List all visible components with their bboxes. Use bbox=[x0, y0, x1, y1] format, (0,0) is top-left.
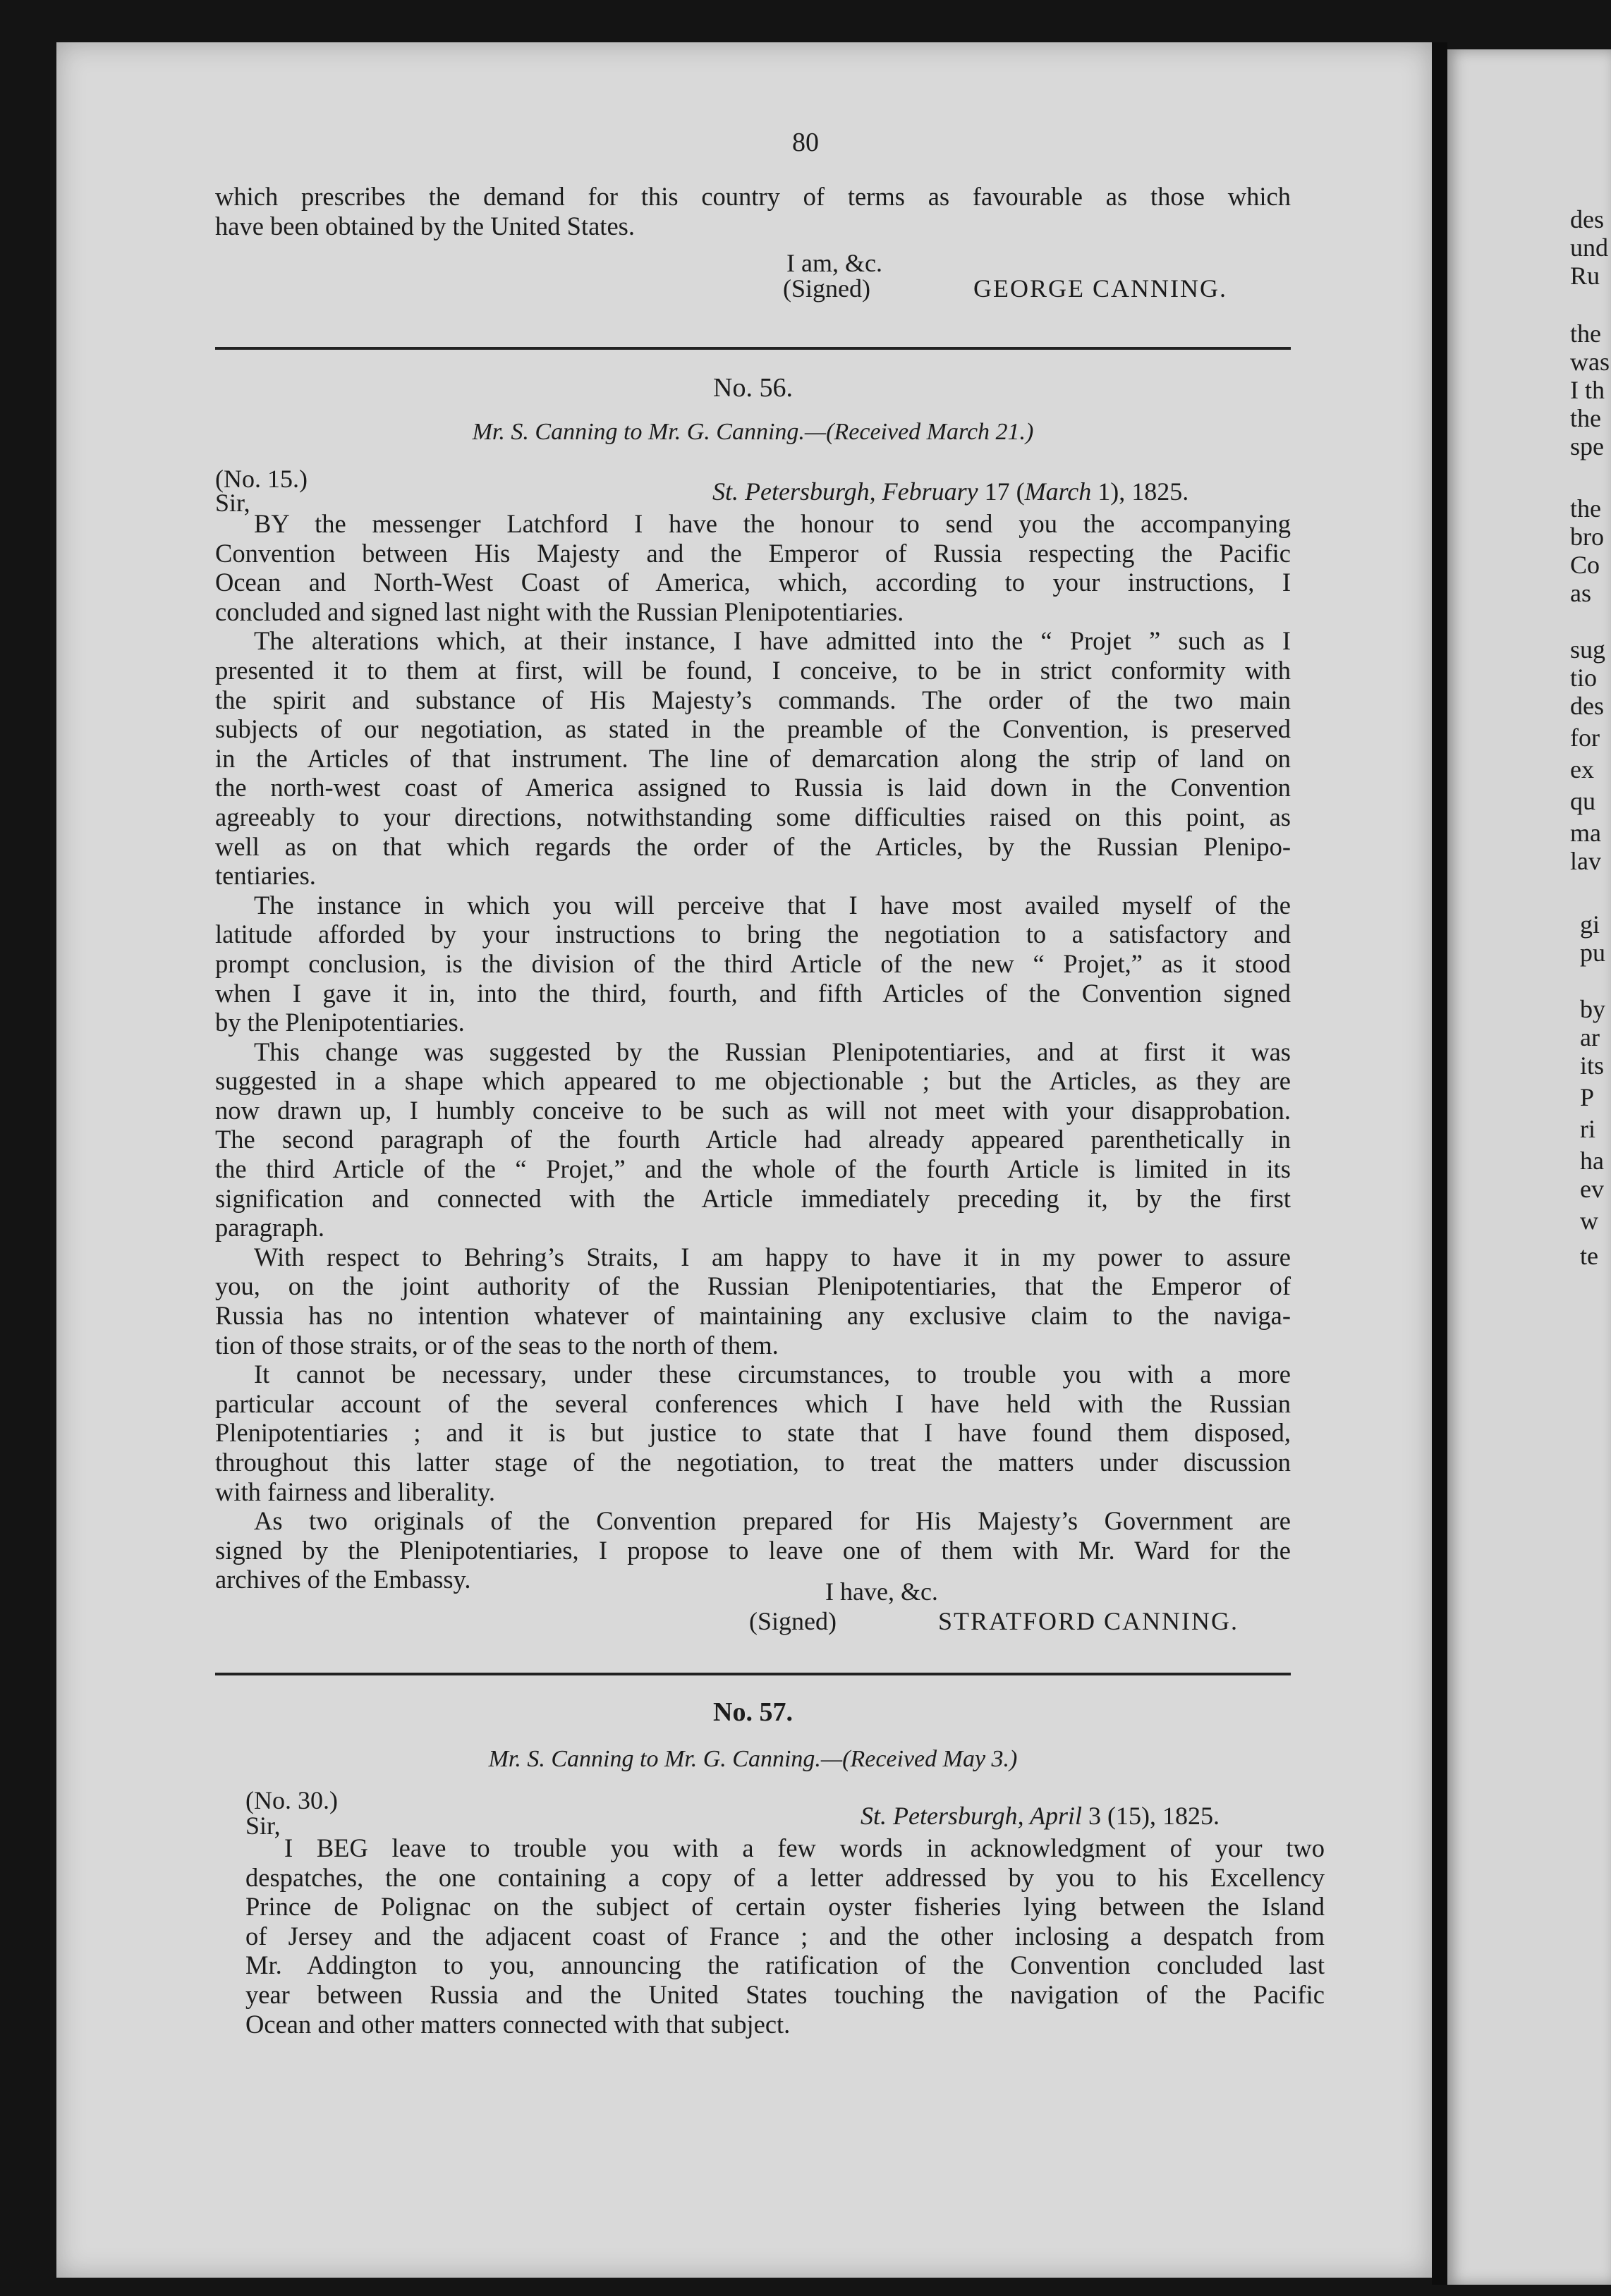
text-line: Convention between His Majesty and the Emperor of Russia respecting the Pacific bbox=[215, 538, 1291, 568]
fragment-text: lav bbox=[1570, 847, 1601, 875]
text-line: prompt conclusion, is the division of the third Article of the new “ Projet,” as it stood bbox=[215, 948, 1291, 978]
fragment-text: und bbox=[1570, 233, 1608, 262]
text-line: latitude afforded by your instructions to bring the negotiation to a satisfactory and bbox=[215, 920, 1291, 949]
text-line: when I gave it in, into the third, fourth, and fifth Articles of the Convention signed bbox=[215, 978, 1291, 1008]
fragment-text: pu bbox=[1580, 939, 1605, 967]
fragment-text: for bbox=[1570, 723, 1600, 752]
text-line: despatches, the one containing a copy of a letter addressed by you to his Excellency bbox=[245, 1862, 1325, 1892]
text-line: the spirit and substance of His Majesty’s commands. The order of the two main bbox=[215, 685, 1291, 714]
signed-label: (Signed) bbox=[749, 1607, 837, 1635]
text-line: by the Plenipotentiaries. bbox=[215, 1008, 465, 1037]
section-rule bbox=[215, 1673, 1291, 1675]
date-place: St. Petersburgh, April bbox=[861, 1802, 1082, 1830]
text-line: paragraph. bbox=[215, 1213, 325, 1242]
text-line: of Jersey and the adjacent coast of France ; and the other inclosing a despatch from bbox=[245, 1921, 1325, 1950]
text-line: It cannot be necessary, under these circumstances, to trouble you with a more bbox=[254, 1360, 1291, 1389]
fragment-text: ri bbox=[1580, 1115, 1595, 1143]
text-line: This change was suggested by the Russian Plenipotentiaries, and at first it was bbox=[254, 1037, 1291, 1066]
fragment-text: I th bbox=[1570, 376, 1605, 404]
letter-header-received: (Received May 3.) bbox=[842, 1746, 1018, 1772]
fragment-text: P bbox=[1580, 1083, 1595, 1111]
text-line: suggested in a shape which appeared to me objectionable ; but the Articles, as they are bbox=[215, 1066, 1291, 1096]
fragment-text: des bbox=[1570, 692, 1604, 720]
fragment-text: by bbox=[1580, 995, 1605, 1023]
closing: I have, &c. bbox=[825, 1577, 938, 1606]
date-month: March bbox=[1024, 477, 1092, 506]
text-line: the north-west coast of America assigned to Russia is laid down in the Convention bbox=[215, 773, 1291, 802]
letter-header-received: (Received March 21.) bbox=[826, 419, 1034, 445]
text-line: signed by the Plenipotentiaries, I propose to leave one of them with Mr. Ward for the bbox=[215, 1535, 1291, 1565]
text-line: which prescribes the demand for this country of terms as favourable as those which bbox=[215, 182, 1291, 211]
fragment-text: ev bbox=[1580, 1175, 1604, 1203]
fragment-text: as bbox=[1570, 579, 1591, 607]
signatory: GEORGE CANNING. bbox=[973, 274, 1227, 303]
text-line: Russia has no intention whatever of maintaining any exclusive claim to the naviga- bbox=[215, 1301, 1291, 1331]
date-day: 17 ( bbox=[978, 477, 1025, 506]
text-line: throughout this latter stage of the negotiation, to treat the matters under discussion bbox=[215, 1448, 1291, 1477]
text-line: subjects of our negotiation, as stated in the preamble of the Convention, is preserved bbox=[215, 714, 1291, 744]
text-line: The alterations which, at their instance, I have admitted into the “ Projet ” such as I bbox=[254, 626, 1291, 656]
date-year: 1), 1825. bbox=[1091, 477, 1189, 506]
text-line: you, on the joint authority of the Russian Plenipotentiaries, that the Emperor of bbox=[215, 1271, 1291, 1301]
fragment-text: Co bbox=[1570, 551, 1600, 579]
text-line: agreeably to your directions, notwithstanding some difficulties raised on this point, as bbox=[215, 802, 1291, 831]
fragment-text: gi bbox=[1580, 910, 1600, 939]
fragment-text: bro bbox=[1570, 523, 1604, 551]
letter-header-names: Mr. S. Canning to Mr. G. Canning.— bbox=[472, 419, 827, 445]
text-line: Plenipotentiaries ; and it is but justice to state that I have found them disposed, bbox=[215, 1418, 1291, 1448]
letter-56-body bbox=[215, 509, 1291, 1594]
text-line: the third Article of the “ Projet,” and the whole of the fourth Article is limited in its bbox=[215, 1154, 1291, 1184]
date-line bbox=[712, 477, 1189, 506]
text-line: signification and connected with the Article immediately preceding it, by the first bbox=[215, 1183, 1291, 1213]
fragment-text: the bbox=[1570, 404, 1601, 432]
letter-header-names: Mr. S. Canning to Mr. G. Canning.— bbox=[488, 1746, 843, 1772]
fragment-text: ma bbox=[1570, 819, 1601, 847]
letter-number: No. 57. bbox=[713, 1697, 793, 1727]
despatch-reference: (No. 15.) bbox=[215, 465, 308, 493]
letter-number: No. 56. bbox=[713, 373, 793, 403]
fragment-text: te bbox=[1580, 1242, 1598, 1270]
text-line: Ocean and other matters connected with that subject. bbox=[245, 2009, 791, 2039]
text-line: year between Russia and the United States touching the navigation of the Pacific bbox=[245, 1979, 1325, 2009]
text-line: concluded and signed last night with the Russian Plenipotentiaries. bbox=[215, 597, 904, 626]
date-year: 3 (15), 1825. bbox=[1082, 1802, 1220, 1830]
text-line: With respect to Behring’s Straits, I am happy to have it in my power to assure bbox=[254, 1242, 1291, 1271]
date-line bbox=[861, 1801, 1220, 1831]
despatch-reference: (No. 30.) bbox=[245, 1786, 338, 1814]
signed-label: (Signed) bbox=[783, 274, 870, 303]
text-line: have been obtained by the United States. bbox=[215, 211, 635, 240]
continuation-text bbox=[215, 182, 1291, 240]
fragment-text: spe bbox=[1570, 432, 1604, 460]
salutation: Sir, bbox=[215, 489, 250, 517]
text-line: Prince de Polignac on the subject of certain oyster fisheries lying between the Island bbox=[245, 1892, 1325, 1922]
fragment-text: ex bbox=[1570, 755, 1594, 783]
fragment-text: was bbox=[1570, 348, 1610, 376]
text-line: tentiaries. bbox=[215, 861, 316, 891]
text-line: BY the messenger Latchford I have the honour to send you the accompanying bbox=[254, 509, 1291, 538]
text-line: archives of the Embassy. bbox=[215, 1565, 471, 1594]
date-place: St. Petersburgh, February bbox=[712, 477, 978, 506]
closing: I am, &c. bbox=[786, 249, 882, 277]
signatory: STRATFORD CANNING. bbox=[938, 1607, 1239, 1635]
text-line: The instance in which you will perceive that I have most availed myself of the bbox=[254, 890, 1291, 920]
text-line: in the Articles of that instrument. The line of demarcation along the strip of land on bbox=[215, 743, 1291, 773]
text-line: tion of those straits, or of the seas to the north of them. bbox=[215, 1330, 779, 1360]
text-line: The second paragraph of the fourth Article had already appeared parenthetically in bbox=[215, 1125, 1291, 1154]
text-line: Ocean and North-West Coast of America, which, according to your instructions, I bbox=[215, 568, 1291, 597]
fragment-text: w bbox=[1580, 1207, 1598, 1235]
text-line: with fairness and liberality. bbox=[215, 1477, 495, 1506]
fragment-text: the bbox=[1570, 319, 1601, 348]
fragment-text: tio bbox=[1570, 664, 1598, 692]
fragment-text: sug bbox=[1570, 635, 1606, 664]
letter-header bbox=[215, 419, 1291, 446]
section-rule bbox=[215, 347, 1291, 350]
text-line: I BEG leave to trouble you with a few words in acknowledgment of your two bbox=[284, 1833, 1325, 1862]
fragment-text: des bbox=[1570, 205, 1604, 233]
fragment-text: Ru bbox=[1570, 262, 1600, 290]
text-line: particular account of the several conferences which I have held with the Russian bbox=[215, 1388, 1291, 1418]
letter-57-body bbox=[245, 1833, 1325, 2039]
text-line: Mr. Addington to you, announcing the ratification of the Convention concluded last bbox=[245, 1950, 1325, 1980]
text-line: now drawn up, I humbly conceive to be such as will not meet with your disapprobation. bbox=[215, 1095, 1291, 1125]
page-gutter bbox=[1432, 42, 1447, 2285]
text-line: well as on that which regards the order of the Articles, by the Russian Plenipo- bbox=[215, 831, 1291, 861]
fragment-text: ha bbox=[1580, 1147, 1604, 1175]
salutation: Sir, bbox=[245, 1812, 281, 1840]
page-number: 80 bbox=[792, 128, 819, 157]
letter-header bbox=[215, 1746, 1291, 1773]
fragment-text: the bbox=[1570, 494, 1601, 523]
fragment-text: ar bbox=[1580, 1023, 1600, 1051]
text-line: As two originals of the Convention prepared for His Majesty’s Government are bbox=[254, 1506, 1291, 1536]
fragment-text: qu bbox=[1570, 787, 1595, 815]
fragment-text: its bbox=[1580, 1051, 1605, 1080]
text-line: presented it to them at first, will be found, I conceive, to be in strict conformity with bbox=[215, 655, 1291, 685]
